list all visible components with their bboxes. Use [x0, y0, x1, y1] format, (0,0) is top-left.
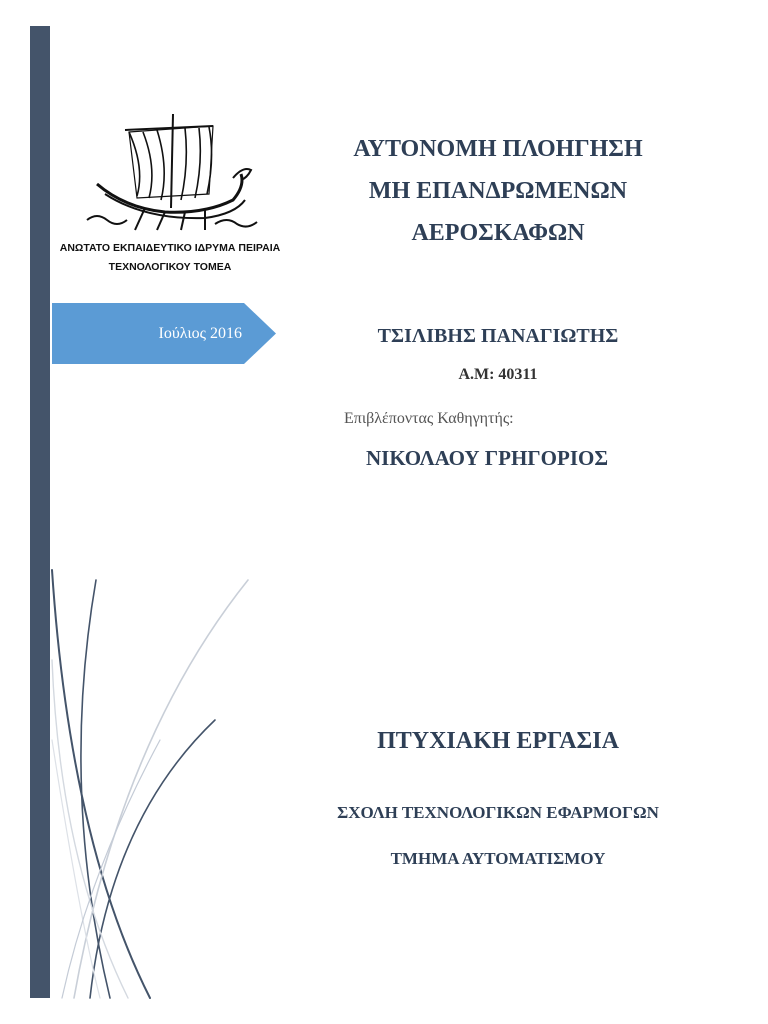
student-id: Α.Μ: 40311 — [458, 366, 538, 383]
supervisor-name: ΝΙΚΟΛΑΟΥ ΓΡΗΓΟΡΙΟΣ — [366, 446, 609, 470]
school-name: ΣΧΟΛΗ ΤΕΧΝΟΛΟΓΙΚΩΝ ΕΦΑΡΜΟΓΩΝ — [337, 803, 659, 822]
department-name: ΤΜΗΜΑ ΑΥΤΟΜΑΤΙΣΜΟΥ — [390, 849, 606, 868]
decorative-swoosh — [0, 540, 300, 1000]
thesis-type: ΠΤΥΧΙΑΚΗ ΕΡΓΑΣΙΑ — [377, 728, 619, 754]
supervisor-label: Επιβλέποντας Καθηγητής: — [344, 410, 514, 427]
date-label: Ιούλιος 2016 — [158, 325, 242, 342]
institution-name-line1: ΑΝΩΤΑΤΟ ΕΚΠΑΙΔΕΥΤΙΚΟ ΙΔΡΥΜΑ ΠΕΙΡΑΙΑ — [59, 242, 281, 254]
institution-name-line2: ΤΕΧΝΟΛΟΓΙΚΟΥ ΤΟΜΕΑ — [108, 261, 232, 273]
title-line3: ΑΕΡΟΣΚΑΦΩΝ — [411, 220, 585, 246]
author-name: ΤΣΙΛΙΒΗΣ ΠΑΝΑΓΙΩΤΗΣ — [377, 325, 619, 347]
title-line1: ΑΥΤΟΝΟΜΗ ΠΛΟΗΓΗΣΗ — [353, 136, 643, 162]
title-line2: ΜΗ ΕΠΑΝΔΡΩΜΕΝΩΝ — [368, 178, 628, 204]
ship-logo — [85, 108, 260, 232]
